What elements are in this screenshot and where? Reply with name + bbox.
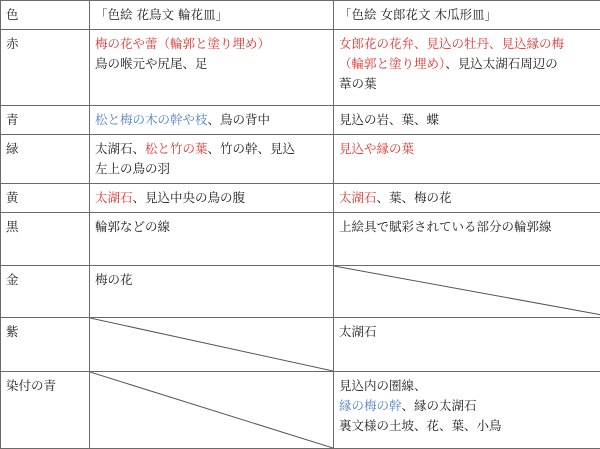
table-row (1, 266, 600, 318)
cell-text: 、縁の太湖石 (402, 398, 477, 413)
diagonal-slash (90, 318, 333, 371)
cell-text: 梅の花 (95, 272, 133, 287)
cell-line (339, 54, 600, 74)
cell-text: 鳥の喉元や尻尾、足 (95, 56, 208, 71)
highlight-text-red: 松と竹の葉 (145, 141, 208, 156)
highlight-text-red: 太湖石 (339, 190, 377, 205)
plate-1-cell (90, 106, 334, 135)
plate-1-cell (90, 135, 334, 184)
cell-line (95, 217, 328, 237)
cell-line (339, 396, 600, 416)
plate-1-cell (90, 30, 334, 106)
empty-cell (90, 372, 334, 449)
table-row (1, 184, 600, 213)
highlight-text-red: 女郎花の花弁、見込の牡丹、見込縁の梅 (339, 36, 564, 51)
cell-line (339, 376, 600, 396)
cell-text: 見込の岩、葉、蝶 (339, 112, 439, 127)
cell-line (95, 54, 328, 74)
color-label: 赤 (1, 30, 90, 106)
header-row (1, 1, 600, 30)
highlight-text-blue: 縁の梅の幹 (339, 398, 402, 413)
cell-line (339, 74, 600, 94)
plate-1-cell (90, 266, 334, 318)
diagonal-slash (334, 266, 600, 317)
cell-text: 太湖石 (339, 324, 377, 339)
cell-text: 、見込太湖石周辺の (445, 56, 558, 71)
diagonal-line (90, 372, 333, 448)
plate-2-cell (334, 213, 600, 266)
cell-text: 、葉、梅の花 (377, 190, 452, 205)
cell-text: 見込内の圏線、 (339, 378, 427, 393)
color-label: 青 (1, 106, 90, 135)
plate-2-cell (334, 372, 600, 449)
cell-text: 、竹の幹、見込 (208, 141, 296, 156)
color-label: 染付の青 (1, 372, 90, 449)
plate-2-cell (334, 184, 600, 213)
cell-line (339, 188, 600, 208)
color-label: 金 (1, 266, 90, 318)
plate-2-cell (334, 135, 600, 184)
plate-2-cell (334, 106, 600, 135)
plate-1-cell (90, 184, 334, 213)
cell-text: 輪郭などの線 (95, 219, 170, 234)
header-color: 色 (1, 1, 90, 30)
cell-text: 左上の鳥の羽 (95, 161, 170, 176)
diagonal-slash (90, 372, 333, 448)
cell-text: 葦の葉 (339, 76, 377, 91)
cell-text: 太湖石、 (95, 141, 145, 156)
cell-line (95, 110, 328, 130)
cell-line (95, 270, 328, 290)
cell-text: 、鳥の背中 (208, 112, 271, 127)
header-plate-2: 「色絵 女郎花文 木瓜形皿」 (334, 1, 600, 30)
cell-line (95, 188, 328, 208)
table-row (1, 213, 600, 266)
table-row (1, 135, 600, 184)
highlight-text-red: 見込や縁の葉 (339, 141, 414, 156)
cell-text: 、見込中央の鳥の腹 (133, 190, 246, 205)
cell-text: 上絵具で賦彩されている部分の輪郭線 (339, 219, 552, 234)
empty-cell (90, 318, 334, 372)
table-row (1, 318, 600, 372)
diagonal-line (90, 318, 333, 371)
table-row (1, 106, 600, 135)
header-plate-1: 「色絵 花鳥文 輪花皿」 (90, 1, 334, 30)
cell-line (339, 322, 600, 342)
highlight-text-red: 梅の花や蕾（輪郭と塗り埋め） (95, 36, 270, 51)
cell-line (95, 159, 328, 179)
table-row (1, 372, 600, 449)
plate-1-cell (90, 213, 334, 266)
color-label: 紫 (1, 318, 90, 372)
cell-line (339, 34, 600, 54)
highlight-text-red: 太湖石 (95, 190, 133, 205)
color-label: 黒 (1, 213, 90, 266)
highlight-text-red: （輪郭と塗り埋め） (339, 56, 445, 71)
cell-line (339, 217, 600, 237)
highlight-text-blue: 松と梅の木の幹や枝 (95, 112, 208, 127)
cell-line (95, 139, 328, 159)
empty-cell (334, 266, 600, 318)
cell-line (95, 34, 328, 54)
cell-line (339, 416, 600, 436)
cell-text: 裏文様の土坡、花、葉、小鳥 (339, 418, 502, 433)
color-label: 黄 (1, 184, 90, 213)
plate-2-cell (334, 318, 600, 372)
color-label: 緑 (1, 135, 90, 184)
table-row (1, 30, 600, 106)
cell-line (339, 110, 600, 130)
cell-line (339, 139, 600, 159)
plate-2-cell (334, 30, 600, 106)
diagonal-line (334, 266, 600, 317)
